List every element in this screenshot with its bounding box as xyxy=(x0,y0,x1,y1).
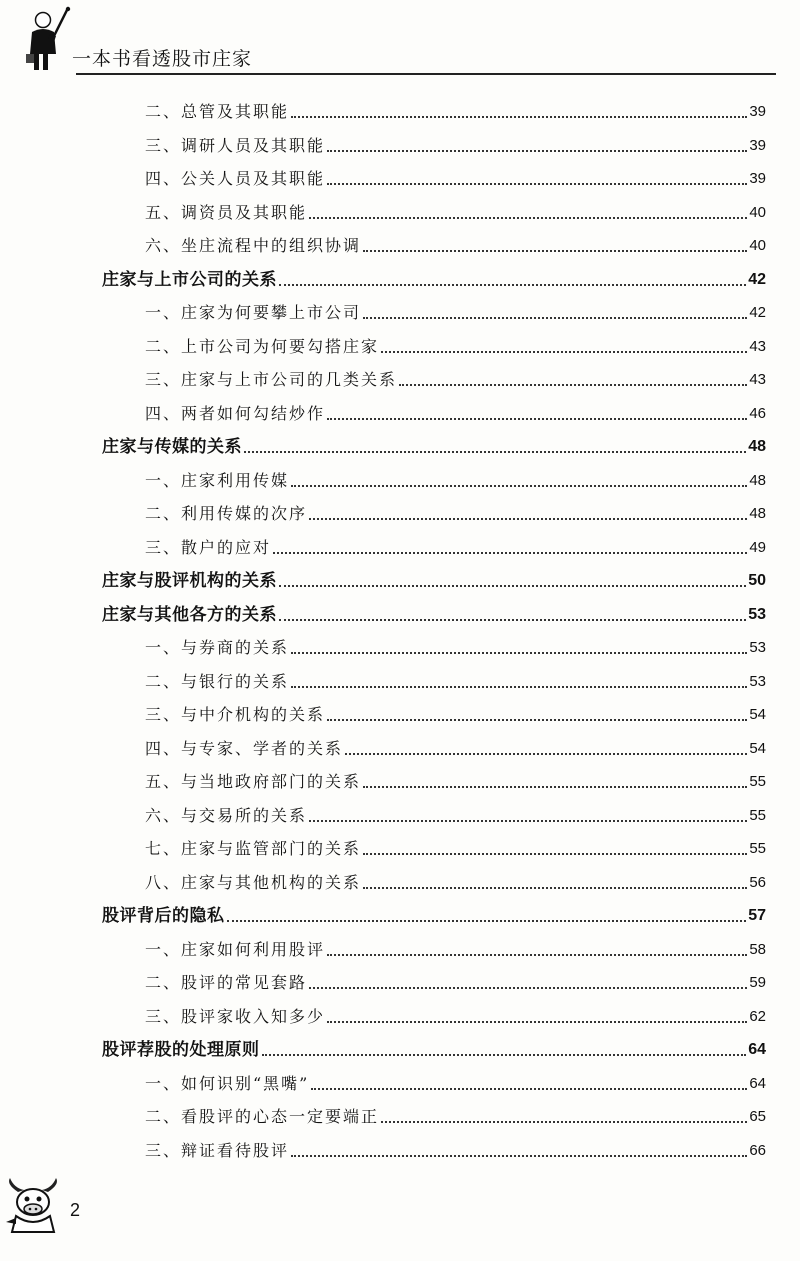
page-number: 2 xyxy=(70,1200,81,1220)
toc-subsection-entry xyxy=(145,126,766,156)
dot-leader xyxy=(291,485,747,487)
toc-entry-page-number: 48 xyxy=(749,505,766,522)
toc-subsection-entry xyxy=(145,92,766,122)
toc-entry-page-number: 43 xyxy=(749,337,766,355)
toc-entry-title: 股评荐股的处理原则 xyxy=(102,1040,260,1060)
toc-entry-title: 庄家与传媒的关系 xyxy=(102,437,242,457)
toc-entry-title: 二、股评的常见套路 xyxy=(145,973,308,992)
toc-entry-page-number: 40 xyxy=(749,203,766,221)
toc-entry-title: 一、庄家如何利用股评 xyxy=(145,939,326,959)
toc-entry-page-number: 62 xyxy=(749,1007,766,1025)
toc-entry-page-number: 39 xyxy=(749,170,766,187)
toc-entry-title: 庄家与其他各方的关系 xyxy=(102,604,277,625)
dot-leader xyxy=(309,820,747,822)
toc-subsection-entry xyxy=(145,695,766,725)
dot-leader xyxy=(291,652,747,654)
toc-subsection-entry xyxy=(145,394,766,424)
dot-leader xyxy=(363,317,747,319)
dot-leader xyxy=(244,451,746,453)
toc-entry-title: 五、与当地政府部门的关系 xyxy=(145,772,362,791)
toc-entry-page-number: 48 xyxy=(748,438,766,455)
toc-entry-page-number: 54 xyxy=(749,739,766,757)
toc-entry-title: 一、与券商的关系 xyxy=(145,638,290,657)
toc-subsection-entry xyxy=(145,829,766,859)
toc-entry-title: 四、两者如何勾结炒作 xyxy=(145,403,326,423)
toc-entry-title: 二、上市公司为何要勾搭庄家 xyxy=(145,336,380,356)
toc-entry-title: 七、庄家与监管部门的关系 xyxy=(145,839,362,858)
dot-leader xyxy=(345,753,747,755)
header-rule xyxy=(76,73,776,75)
toc-subsection-entry xyxy=(145,729,766,759)
toc-entry-title: 四、与专家、学者的关系 xyxy=(145,738,344,758)
dot-leader xyxy=(279,619,746,621)
toc-subsection-entry xyxy=(145,1131,766,1161)
dot-leader xyxy=(327,1021,747,1023)
dot-leader xyxy=(363,853,747,855)
toc-entry-page-number: 46 xyxy=(749,404,766,422)
toc-entry-page-number: 64 xyxy=(748,1041,766,1058)
toc-entry-title: 二、与银行的关系 xyxy=(145,671,290,691)
toc-section-entry xyxy=(102,260,766,290)
toc-entry-title: 三、庄家与上市公司的几类关系 xyxy=(145,370,398,389)
dot-leader xyxy=(311,1088,747,1090)
toc-entry-title: 三、辩证看待股评 xyxy=(145,1140,290,1160)
toc-entry-page-number: 53 xyxy=(748,605,766,623)
toc-entry-title: 二、利用传媒的次序 xyxy=(145,504,308,523)
toc-subsection-entry xyxy=(145,628,766,658)
dot-leader xyxy=(327,150,747,152)
toc-subsection-entry xyxy=(145,360,766,390)
toc-entry-title: 六、坐庄流程中的组织协调 xyxy=(145,236,362,255)
toc-subsection-entry xyxy=(145,528,766,558)
toc-subsection-entry xyxy=(145,327,766,357)
toc-entry-page-number: 40 xyxy=(749,237,766,254)
dot-leader xyxy=(279,585,746,587)
toc-subsection-entry xyxy=(145,963,766,993)
dot-leader xyxy=(327,719,747,721)
toc-entry-title: 一、庄家为何要攀上市公司 xyxy=(145,303,362,322)
page-footer xyxy=(0,1170,120,1240)
toc-subsection-entry xyxy=(145,293,766,323)
toc-section-entry xyxy=(102,561,766,591)
toc-subsection-entry xyxy=(145,997,766,1027)
bull-mascot-icon xyxy=(4,1178,68,1234)
toc-entry-page-number: 65 xyxy=(749,1108,766,1125)
dot-leader xyxy=(291,686,747,688)
toc-entry-title: 一、如何识别“黑嘴” xyxy=(145,1073,310,1093)
toc-entry-page-number: 42 xyxy=(748,270,766,288)
toc-entry-page-number: 53 xyxy=(749,639,766,656)
toc-entry-title: 庄家与上市公司的关系 xyxy=(102,269,277,290)
dot-leader xyxy=(291,1155,747,1157)
dot-leader xyxy=(327,183,747,185)
toc-entry-title: 二、总管及其职能 xyxy=(145,102,290,121)
toc-subsection-entry xyxy=(145,1064,766,1094)
toc-entry-page-number: 50 xyxy=(748,572,766,589)
toc-subsection-entry xyxy=(145,461,766,491)
toc-entry-title: 三、调研人员及其职能 xyxy=(145,135,326,155)
toc-subsection-entry xyxy=(145,1097,766,1127)
dot-leader xyxy=(262,1054,747,1056)
toc-entry-title: 四、公关人员及其职能 xyxy=(145,169,326,188)
page-header xyxy=(0,0,800,80)
dot-leader xyxy=(327,954,747,956)
toc-entry-page-number: 49 xyxy=(749,538,766,556)
toc-entry-title: 三、散户的应对 xyxy=(145,537,272,557)
toc-subsection-entry xyxy=(145,796,766,826)
businessman-pointer-icon xyxy=(26,6,72,74)
dot-leader xyxy=(381,351,747,353)
toc-entry-page-number: 66 xyxy=(749,1141,766,1159)
dot-leader xyxy=(291,116,747,118)
toc-entry-title: 八、庄家与其他机构的关系 xyxy=(145,872,362,892)
toc-entry-page-number: 54 xyxy=(749,706,766,723)
toc-entry-page-number: 57 xyxy=(748,907,766,924)
toc-entry-page-number: 43 xyxy=(749,371,766,388)
toc-subsection-entry xyxy=(145,662,766,692)
dot-leader xyxy=(381,1121,747,1123)
dot-leader xyxy=(279,284,746,286)
toc-subsection-entry xyxy=(145,930,766,960)
toc-entry-page-number: 53 xyxy=(749,672,766,690)
toc-entry-title: 一、庄家利用传媒 xyxy=(145,470,290,490)
dot-leader xyxy=(363,786,747,788)
toc-entry-title: 庄家与股评机构的关系 xyxy=(102,571,277,591)
toc-entry-page-number: 55 xyxy=(749,840,766,857)
toc-entry-page-number: 59 xyxy=(749,974,766,991)
toc-entry-page-number: 58 xyxy=(749,940,766,958)
dot-leader xyxy=(309,217,747,219)
book-title: 一本书看透股市庄家 xyxy=(72,48,253,70)
toc-entry-page-number: 64 xyxy=(749,1074,766,1092)
toc-subsection-entry xyxy=(145,193,766,223)
toc-entry-page-number: 48 xyxy=(749,471,766,489)
toc-entry-title: 六、与交易所的关系 xyxy=(145,805,308,825)
dot-leader xyxy=(399,384,747,386)
toc-entry-page-number: 55 xyxy=(749,773,766,790)
dot-leader xyxy=(363,887,747,889)
toc-entry-page-number: 55 xyxy=(749,806,766,824)
toc-entry-title: 三、与中介机构的关系 xyxy=(145,705,326,724)
toc-entry-page-number: 39 xyxy=(749,103,766,120)
toc-section-entry xyxy=(102,427,766,457)
toc-subsection-entry xyxy=(145,226,766,256)
toc-entry-page-number: 56 xyxy=(749,873,766,891)
toc-entry-title: 二、看股评的心态一定要端正 xyxy=(145,1107,380,1126)
dot-leader xyxy=(227,920,747,922)
toc-entry-title: 股评背后的隐私 xyxy=(102,906,225,926)
toc-entry-title: 三、股评家收入知多少 xyxy=(145,1006,326,1026)
toc-subsection-entry xyxy=(145,494,766,524)
toc-subsection-entry xyxy=(145,762,766,792)
toc-subsection-entry xyxy=(145,863,766,893)
toc-section-entry xyxy=(102,1030,766,1060)
toc-entry-page-number: 42 xyxy=(749,304,766,321)
toc-entry-title: 五、调资员及其职能 xyxy=(145,202,308,222)
dot-leader xyxy=(273,552,747,554)
toc-subsection-entry xyxy=(145,159,766,189)
toc-section-entry xyxy=(102,896,766,926)
toc-entry-page-number: 39 xyxy=(749,136,766,154)
dot-leader xyxy=(309,987,747,989)
toc-section-entry xyxy=(102,595,766,625)
dot-leader xyxy=(309,518,747,520)
dot-leader xyxy=(363,250,747,252)
dot-leader xyxy=(327,418,747,420)
